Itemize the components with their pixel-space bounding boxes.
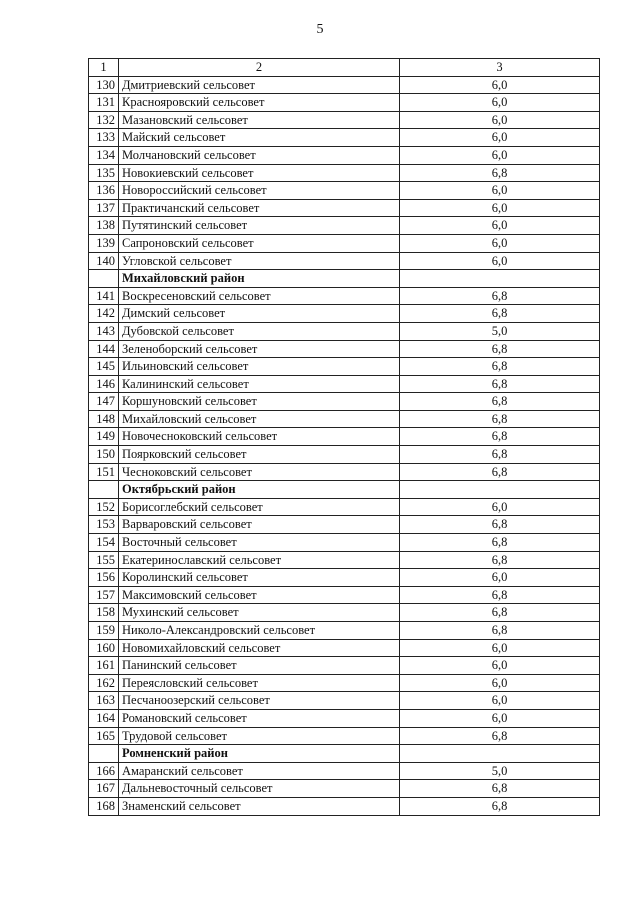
table-row [89, 252, 600, 270]
section-empty-cell [89, 481, 119, 499]
settlement-name: Дальневосточный сельсовет [119, 780, 400, 798]
rate-value: 6,8 [400, 358, 600, 376]
table-row [89, 780, 600, 798]
row-number: 154 [89, 534, 119, 552]
table-row [89, 322, 600, 340]
settlement-name: Сапроновский сельсовет [119, 234, 400, 252]
rate-value: 6,0 [400, 657, 600, 675]
row-number: 140 [89, 252, 119, 270]
settlement-name: Ильиновский сельсовет [119, 358, 400, 376]
rate-value: 6,0 [400, 252, 600, 270]
row-number: 161 [89, 657, 119, 675]
section-row [89, 481, 600, 499]
row-number: 155 [89, 551, 119, 569]
table-row [89, 692, 600, 710]
table-row [89, 709, 600, 727]
row-number: 133 [89, 129, 119, 147]
table-row [89, 217, 600, 235]
section-empty-cell [89, 270, 119, 288]
section-empty-cell [400, 745, 600, 763]
row-number: 164 [89, 709, 119, 727]
rate-value: 6,8 [400, 780, 600, 798]
settlement-name: Воскресеновский сельсовет [119, 287, 400, 305]
settlement-name: Молчановский сельсовет [119, 146, 400, 164]
rate-value: 6,8 [400, 727, 600, 745]
row-number: 168 [89, 797, 119, 815]
row-number: 162 [89, 674, 119, 692]
settlement-name: Димский сельсовет [119, 305, 400, 323]
settlement-name: Михайловский сельсовет [119, 410, 400, 428]
table-row [89, 569, 600, 587]
rate-value: 6,0 [400, 94, 600, 112]
row-number: 150 [89, 446, 119, 464]
row-number: 167 [89, 780, 119, 798]
settlement-name: Майский сельсовет [119, 129, 400, 147]
rate-value: 6,8 [400, 305, 600, 323]
section-empty-cell [89, 745, 119, 763]
settlement-name: Переясловский сельсовет [119, 674, 400, 692]
rate-value: 6,8 [400, 463, 600, 481]
rate-value: 5,0 [400, 322, 600, 340]
rate-value: 6,0 [400, 217, 600, 235]
settlement-name: Королинский сельсовет [119, 569, 400, 587]
table-row [89, 534, 600, 552]
table-row [89, 727, 600, 745]
table-row [89, 586, 600, 604]
table-row [89, 410, 600, 428]
rate-value: 6,0 [400, 146, 600, 164]
settlement-name: Калининский сельсовет [119, 375, 400, 393]
rate-value: 6,0 [400, 234, 600, 252]
rate-value: 6,8 [400, 164, 600, 182]
row-number: 152 [89, 498, 119, 516]
table-row [89, 234, 600, 252]
column-header-2: 2 [119, 59, 400, 77]
rate-value: 6,0 [400, 199, 600, 217]
table-row [89, 657, 600, 675]
row-number: 157 [89, 586, 119, 604]
row-number: 160 [89, 639, 119, 657]
settlement-name: Новомихайловский сельсовет [119, 639, 400, 657]
table-row [89, 146, 600, 164]
table-row [89, 622, 600, 640]
rate-value: 6,8 [400, 534, 600, 552]
row-number: 143 [89, 322, 119, 340]
settlement-name: Новокиевский сельсовет [119, 164, 400, 182]
table-row [89, 797, 600, 815]
settlement-name: Мазановский сельсовет [119, 111, 400, 129]
row-number: 151 [89, 463, 119, 481]
row-number: 163 [89, 692, 119, 710]
row-number: 158 [89, 604, 119, 622]
table-row [89, 287, 600, 305]
row-number: 149 [89, 428, 119, 446]
settlement-name: Знаменский сельсовет [119, 797, 400, 815]
row-number: 165 [89, 727, 119, 745]
settlement-name: Коршуновский сельсовет [119, 393, 400, 411]
row-number: 137 [89, 199, 119, 217]
table-row [89, 674, 600, 692]
settlement-name: Екатеринославский сельсовет [119, 551, 400, 569]
settlement-name: Красноярoвский сельсовет [119, 94, 400, 112]
settlement-name: Варваровский сельсовет [119, 516, 400, 534]
settlement-name: Амаранский сельсовет [119, 762, 400, 780]
section-title: Михайловский район [119, 270, 400, 288]
row-number: 136 [89, 182, 119, 200]
rate-value: 6,0 [400, 674, 600, 692]
row-number: 146 [89, 375, 119, 393]
settlement-name: Путятинский сельсовет [119, 217, 400, 235]
section-row [89, 270, 600, 288]
row-number: 156 [89, 569, 119, 587]
table-row [89, 164, 600, 182]
section-title: Ромненский район [119, 745, 400, 763]
settlement-name: Максимовский сельсовет [119, 586, 400, 604]
table-body [89, 59, 600, 816]
districts-table [88, 58, 600, 816]
row-number: 144 [89, 340, 119, 358]
row-number: 147 [89, 393, 119, 411]
table-row [89, 516, 600, 534]
settlement-name: Новороссийский сельсовет [119, 182, 400, 200]
table-row [89, 375, 600, 393]
rate-value: 6,0 [400, 498, 600, 516]
row-number: 131 [89, 94, 119, 112]
rate-value: 6,8 [400, 340, 600, 358]
settlement-name: Новочесноковский сельсовет [119, 428, 400, 446]
table-row [89, 305, 600, 323]
row-number: 130 [89, 76, 119, 94]
table-row [89, 111, 600, 129]
row-number: 148 [89, 410, 119, 428]
table-row [89, 639, 600, 657]
table-row [89, 76, 600, 94]
table-row [89, 129, 600, 147]
rate-value: 6,0 [400, 569, 600, 587]
rate-value: 6,8 [400, 287, 600, 305]
rate-value: 6,8 [400, 446, 600, 464]
table-row [89, 358, 600, 376]
settlement-name: Панинский сельсовет [119, 657, 400, 675]
row-number: 153 [89, 516, 119, 534]
table-row [89, 94, 600, 112]
settlement-name: Чесноковский сельсовет [119, 463, 400, 481]
settlement-name: Песчаноозерский сельсовет [119, 692, 400, 710]
settlement-name: Угловской сельсовет [119, 252, 400, 270]
section-title: Октябрьский район [119, 481, 400, 499]
rate-value: 6,0 [400, 129, 600, 147]
table-row [89, 199, 600, 217]
table-row [89, 393, 600, 411]
settlement-name: Борисоглебский сельсовет [119, 498, 400, 516]
rate-value: 6,0 [400, 76, 600, 94]
settlement-name: Романовский сельсовет [119, 709, 400, 727]
section-row [89, 745, 600, 763]
rate-value: 6,8 [400, 604, 600, 622]
row-number: 166 [89, 762, 119, 780]
rate-value: 6,8 [400, 410, 600, 428]
table-row [89, 428, 600, 446]
table-row [89, 604, 600, 622]
table-header-row [89, 59, 600, 77]
settlement-name: Поярковский сельсовет [119, 446, 400, 464]
rate-value: 6,8 [400, 622, 600, 640]
settlement-name: Николо-Александровский сельсовет [119, 622, 400, 640]
rate-value: 6,0 [400, 182, 600, 200]
row-number: 141 [89, 287, 119, 305]
settlement-name: Трудовой сельсовет [119, 727, 400, 745]
rate-value: 6,8 [400, 393, 600, 411]
section-empty-cell [400, 481, 600, 499]
table-row [89, 551, 600, 569]
rate-value: 6,0 [400, 709, 600, 727]
rate-value: 6,8 [400, 551, 600, 569]
table-row [89, 446, 600, 464]
row-number: 142 [89, 305, 119, 323]
row-number: 145 [89, 358, 119, 376]
rate-value: 6,8 [400, 516, 600, 534]
row-number: 134 [89, 146, 119, 164]
settlement-name: Дубовской сельсовет [119, 322, 400, 340]
column-header-1: 1 [89, 59, 119, 77]
rate-value: 6,8 [400, 375, 600, 393]
settlement-name: Дмитриевский сельсовет [119, 76, 400, 94]
column-header-3: 3 [400, 59, 600, 77]
table-row [89, 762, 600, 780]
row-number: 138 [89, 217, 119, 235]
settlement-name: Практичанский сельсовет [119, 199, 400, 217]
table-row [89, 498, 600, 516]
rate-value: 6,8 [400, 797, 600, 815]
table-row [89, 182, 600, 200]
page-number: 5 [316, 22, 324, 37]
row-number: 159 [89, 622, 119, 640]
row-number: 135 [89, 164, 119, 182]
section-empty-cell [400, 270, 600, 288]
table-row [89, 463, 600, 481]
settlement-name: Мухинский сельсовет [119, 604, 400, 622]
rate-value: 6,0 [400, 111, 600, 129]
settlement-name: Восточный сельсовет [119, 534, 400, 552]
rate-value: 6,0 [400, 692, 600, 710]
row-number: 132 [89, 111, 119, 129]
table-row [89, 340, 600, 358]
settlement-name: Зеленоборский сельсовет [119, 340, 400, 358]
rate-value: 6,8 [400, 428, 600, 446]
row-number: 139 [89, 234, 119, 252]
rate-value: 6,0 [400, 639, 600, 657]
rate-value: 6,8 [400, 586, 600, 604]
rate-value: 5,0 [400, 762, 600, 780]
